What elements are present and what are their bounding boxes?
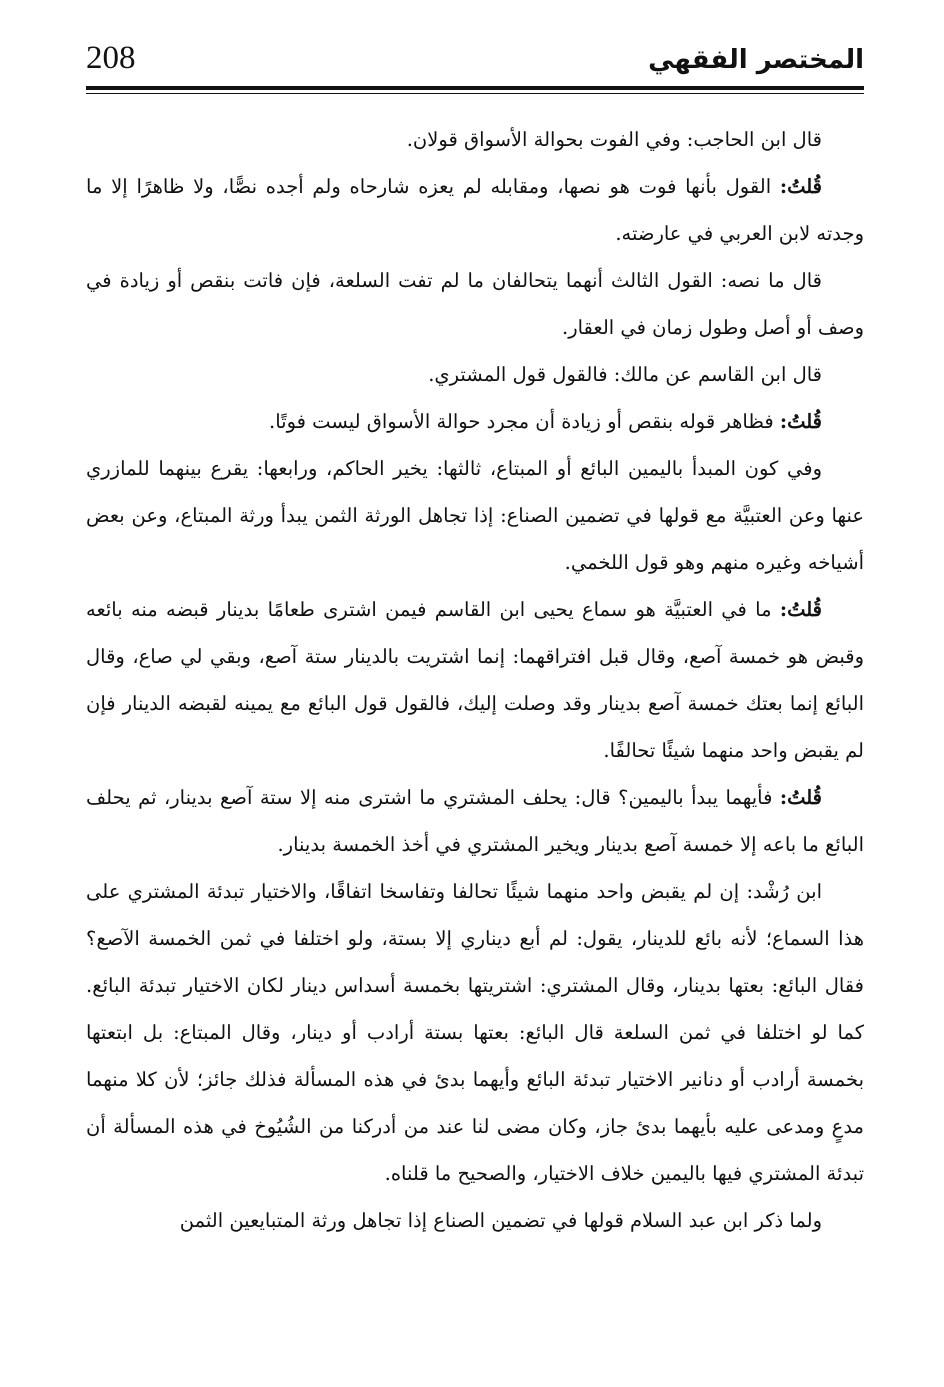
- page-number: 208: [86, 40, 136, 76]
- paragraph-text: ابن رُشْد: إن لم يقبض واحد منهما شيئًا تحالفا وتفاسخا اتفاقًا، والاختيار تبدئة المشتري على هذا السماع؛ لأنه بائع للدينار، يقول: لم أبع ديناري إلا بستة، ولو اختلفا في ثمن الخمسة الآصع؟ فقال البائع: بعتها بدينار، وقال المشتري: اشتريتها بخمسة أسداس دينار لكان الاختيار تبدئة البائع. كما لو اختلفا في ثمن السلعة قال البائع: بعتها بستة أرادب أو دينار، وقال المبتاع: بل ابتعتها بخمسة أرادب أو دنانير الاختيار تبدئة البائع وأيهما بدئ في هذه المسألة فذلك جائز؛ لأن كلا منهما مدعٍ ومدعى عليه بأيهما بدئ جاز، وكان مضى لنا عند من أدركنا من الشُيُوخ في هذه المسألة أن تبدئة المشتري فيها باليمين خلاف الاختيار، والصحيح ما قلناه.: [86, 880, 864, 1185]
- paragraph-text: ولما ذكر ابن عبد السلام قولها في تضمين الصناع إذا تجاهل ورثة المتبايعين الثمن: [179, 1209, 822, 1232]
- running-title: المختصر الفقهي: [648, 45, 864, 75]
- paragraph: [86, 351, 864, 398]
- paragraph: [86, 398, 864, 445]
- paragraph-lead: قُلتُ:: [779, 786, 822, 809]
- paragraph-text: ما في العتبيَّة هو سماع يحيى ابن القاسم فيمن اشترى طعامًا بدينار قبضه منه بائعه وقبض هو خمسة آصع، وقال قبل افتراقهما: إنما اشتريت بالدينار ستة آصع، وبقي لي صاع، وقال البائع إنما بعتك خمسة آصع بدينار وقد وصلت إليك، فالقول قول البائع مع يمينه لقبضه الدينار فإن لم يقبض واحد منهما شيئًا تحالفًا.: [86, 598, 864, 762]
- paragraph: [86, 868, 864, 1197]
- header-rule-thin: [86, 93, 864, 94]
- paragraph: [86, 257, 864, 351]
- paragraph-lead: قُلتُ:: [779, 598, 822, 621]
- page-header: [86, 40, 864, 80]
- paragraph-text: قال ابن القاسم عن مالك: فالقول قول المشتري.: [428, 363, 822, 386]
- paragraph-text: قال ما نصه: القول الثالث أنهما يتحالفان ما لم تفت السلعة، فإن فاتت بنقص أو زيادة في وصف أو أصل وطول زمان في العقار.: [86, 269, 864, 339]
- paragraph-text: فظاهر قوله بنقص أو زيادة أن مجرد حوالة الأسواق ليست فوتًا.: [269, 410, 780, 433]
- paragraph: [86, 586, 864, 774]
- paragraph: [86, 116, 864, 163]
- body-text: [86, 116, 864, 1244]
- paragraph-lead: قُلتُ:: [779, 410, 822, 433]
- paragraph-text: قال ابن الحاجب: وفي الفوت بحوالة الأسواق قولان.: [406, 128, 822, 151]
- paragraph: [86, 1197, 864, 1244]
- paragraph-lead: قُلتُ:: [779, 175, 822, 198]
- paragraph: [86, 445, 864, 586]
- paragraph-text: القول بأنها فوت هو نصها، ومقابله لم يعزه شارحاه ولم أجده نصًّا، ولا ظاهرًا إلا ما وجدته لابن العربي في عارضته.: [86, 175, 864, 245]
- paragraph: [86, 163, 864, 257]
- paragraph-text: وفي كون المبدأ باليمين البائع أو المبتاع، ثالثها: يخير الحاكم، ورابعها: يقرع بينهما للمازري عنها وعن العتبيَّة مع قولها في تضمين الصناع: إذا تجاهل الورثة الثمن يبدأ ورثة المبتاع، وعن بعض أشياخه وغيره منهم وهو قول اللخمي.: [86, 457, 864, 574]
- paragraph-text: فأيهما يبدأ باليمين؟ قال: يحلف المشتري ما اشترى منه إلا ستة آصع بدينار، ثم يحلف البائع ما باعه إلا خمسة آصع بدينار ويخير المشتري في أخذ الخمسة بدينار.: [86, 786, 864, 856]
- header-rule-thick: [86, 86, 864, 90]
- paragraph: [86, 774, 864, 868]
